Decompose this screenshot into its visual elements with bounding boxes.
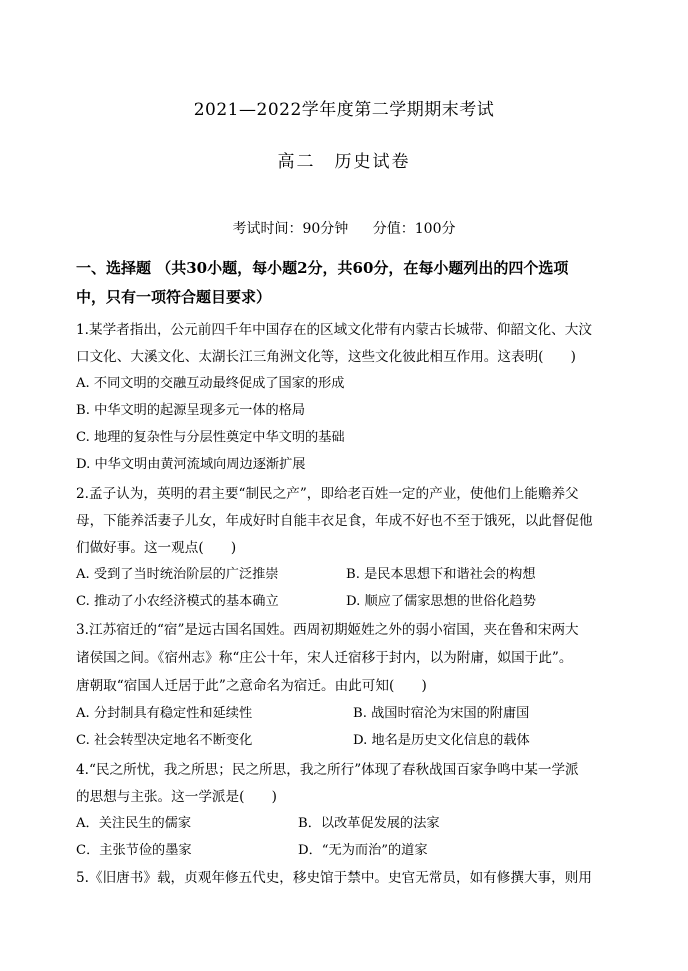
q2-stem-line2: 母，下能养活妻子儿女，年成好时自能丰衣足食，年成不好也不至于饿死，以此督促他 <box>76 513 593 529</box>
q3-stem-line3: 唐朝取“宿国人迁居于此”之意命名为宿迁。由此可知( ) <box>76 678 427 694</box>
q2-stem-line3: 们做好事。这一观点( ) <box>76 540 237 556</box>
q1-stem-line2: 口文化、大溪文化、太湖长江三角洲文化等，这些文化彼此相互作用。这表明( ) <box>76 349 576 365</box>
exam-title: 2021—2022学年度第二学期期末考试 <box>193 100 495 120</box>
q4-options-row2 <box>76 841 616 861</box>
q2-option-b: B. 是民本思想下和谐社会的构想 <box>346 567 536 582</box>
q4-options-row1 <box>76 814 616 834</box>
section-heading-line2: 中，只有一项符合题目要求） <box>76 288 272 306</box>
q2-stem-line1: 2.孟子认为，英明的君主要“制民之产”，即给老百姓一定的产业，使他们上能赡养父 <box>76 486 579 502</box>
q5-stem-line1: 5.《旧唐书》载，贞观年修五代史，移史馆于禁中。史官无常员，如有修撰大事，则用 <box>76 870 592 886</box>
q2-option-c: C. 推动了小农经济模式的基本确立 <box>76 594 279 609</box>
q2-option-d: D. 顺应了儒家思想的世俗化趋势 <box>346 594 536 609</box>
q2-options-row2 <box>76 592 616 612</box>
q3-option-d: D. 地名是历史文化信息的载体 <box>353 733 530 748</box>
q1-option-b: B. 中华文明的起源呈现多元一体的格局 <box>76 403 306 418</box>
q2-options-row1 <box>76 565 616 585</box>
exam-score: 分值：100分 <box>372 221 456 237</box>
q3-options-row1 <box>76 704 616 724</box>
q4-stem-line2: 的思想与主张。这一学派是( ) <box>76 789 277 805</box>
q3-stem-line1: 3.江苏宿迁的“宿”是远古国名国姓。西周初期姬姓之外的弱小宿国，夹在鲁和宋两大 <box>76 622 579 638</box>
section-heading-line1: 一、选择题 （共30小题，每小题2分，共60分，在每小题列出的四个选项 <box>76 259 569 277</box>
q4-option-b: B．以改革促发展的法家 <box>298 816 440 831</box>
q3-stem-line2: 诸侯国之间。《宿州志》称“庄公十年，宋人迁宿移于封内，以为附庸，姒国于此”。 <box>76 650 573 666</box>
q4-stem-line1: 4.“民之所忧，我之所思；民之所思，我之所行”体现了春秋战国百家争鸣中某一学派 <box>76 762 579 778</box>
exam-meta <box>0 218 688 238</box>
exam-subtitle: 高二 历史试卷 <box>277 152 411 172</box>
q1-stem-line1: 1.某学者指出，公元前四千年中国存在的区域文化带有内蒙古长城带、仰韶文化、大汶 <box>76 322 592 338</box>
q3-option-b: B. 战国时宿沦为宋国的附庸国 <box>353 706 530 721</box>
q4-option-a: A．关注民生的儒家 <box>76 816 192 831</box>
q2-option-a: A. 受到了当时统治阶层的广泛推崇 <box>76 567 279 582</box>
q1-option-d: D. 中华文明由黄河流域向周边逐渐扩展 <box>76 457 306 472</box>
q3-options-row2 <box>76 731 616 751</box>
q3-option-a: A. 分封制具有稳定性和延续性 <box>76 706 253 721</box>
q4-option-c: C．主张节俭的墨家 <box>76 843 192 858</box>
q1-option-a: A. 不同文明的交融互动最终促成了国家的形成 <box>76 376 345 391</box>
q1-option-c: C. 地理的复杂性与分层性奠定中华文明的基础 <box>76 430 345 445</box>
q4-option-d: D．“无为而治”的道家 <box>298 843 428 858</box>
exam-time: 考试时间：90分钟 <box>232 221 349 237</box>
q3-option-c: C. 社会转型决定地名不断变化 <box>76 733 253 748</box>
